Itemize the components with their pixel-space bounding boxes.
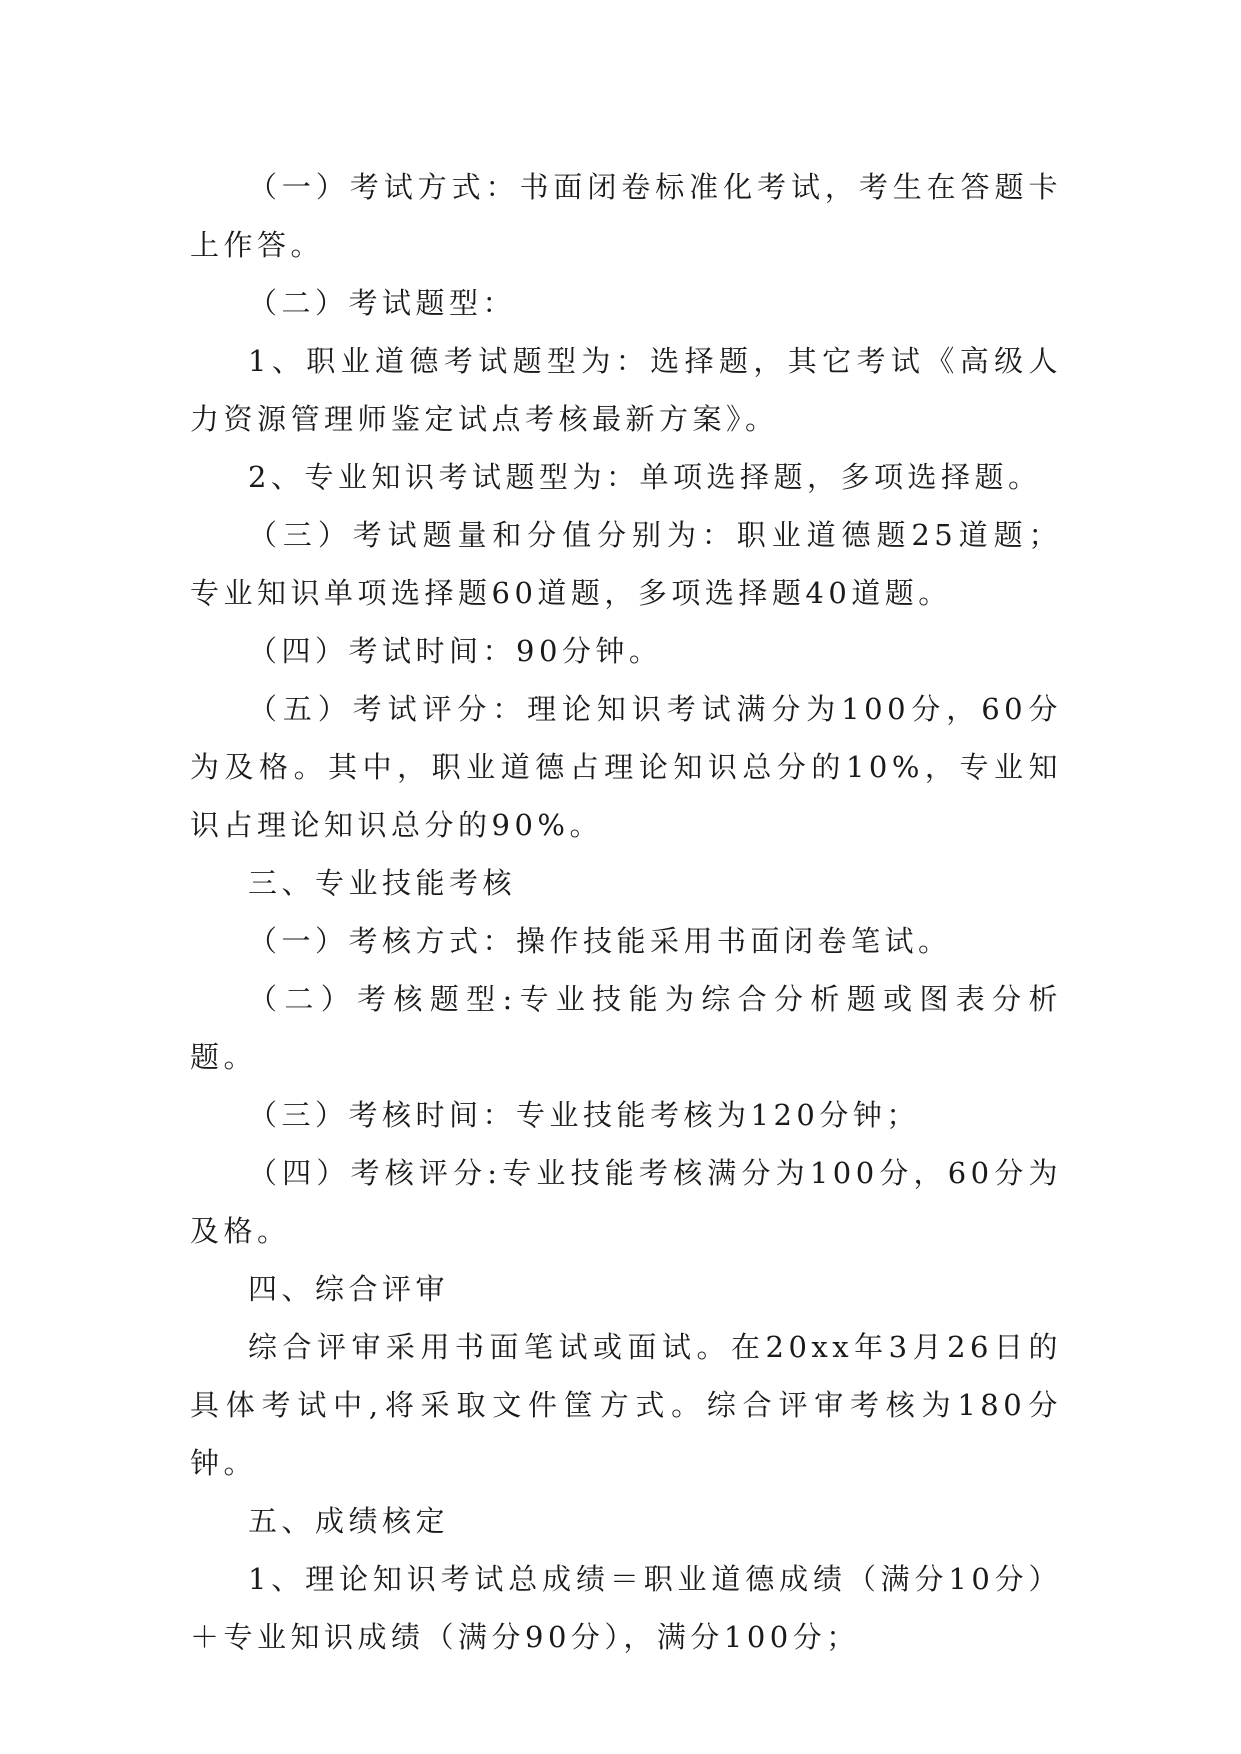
paragraph-exam-method: （一）考试方式：书面闭卷标准化考试，考生在答题卡上作答。 <box>190 170 1062 262</box>
paragraph-assessment-time: （三）考核时间：专业技能考核为120分钟； <box>248 1098 920 1132</box>
paragraph-assessment-scoring: （四）考核评分:专业技能考核满分为100分，60分为及格。 <box>190 1156 1062 1248</box>
section-heading-comprehensive-review: 四、综合评审 <box>248 1272 450 1306</box>
paragraph-assessment-question-type: （二）考核题型:专业技能为综合分析题或图表分析题。 <box>190 982 1062 1074</box>
document-body <box>190 158 1062 1666</box>
paragraph-knowledge-question-type: 2、专业知识考试题型为：单项选择题，多项选择题。 <box>248 460 1042 494</box>
paragraph-exam-scoring: （五）考试评分：理论知识考试满分为100分，60分为及格。其中，职业道德占理论知识总分的10%，专业知识占理论知识总分的90%。 <box>190 692 1062 842</box>
section-heading-skills-assessment: 三、专业技能考核 <box>248 866 517 900</box>
paragraph-assessment-method: （一）考核方式：操作技能采用书面闭卷笔试。 <box>248 924 952 958</box>
paragraph-theory-total-score: 1、理论知识考试总成绩＝职业道德成绩（满分10分）＋专业知识成绩（满分90分），满分100分； <box>190 1562 1062 1654</box>
paragraph-exam-time: （四）考试时间：90分钟。 <box>248 634 663 668</box>
paragraph-question-count: （三）考试题量和分值分别为：职业道德题25道题；专业知识单项选择题60道题，多项选择题40道题。 <box>190 518 1062 610</box>
paragraph-question-types-heading: （二）考试题型： <box>248 286 517 320</box>
paragraph-comprehensive-review: 综合评审采用书面笔试或面试。在20xx年3月26日的具体考试中,将采取文件筐方式。综合评审考核为180分钟。 <box>190 1330 1062 1480</box>
section-heading-score-determination: 五、成绩核定 <box>248 1504 450 1538</box>
paragraph-ethics-question-type: 1、职业道德考试题型为：选择题，其它考试《高级人力资源管理师鉴定试点考核最新方案》。 <box>190 344 1062 436</box>
